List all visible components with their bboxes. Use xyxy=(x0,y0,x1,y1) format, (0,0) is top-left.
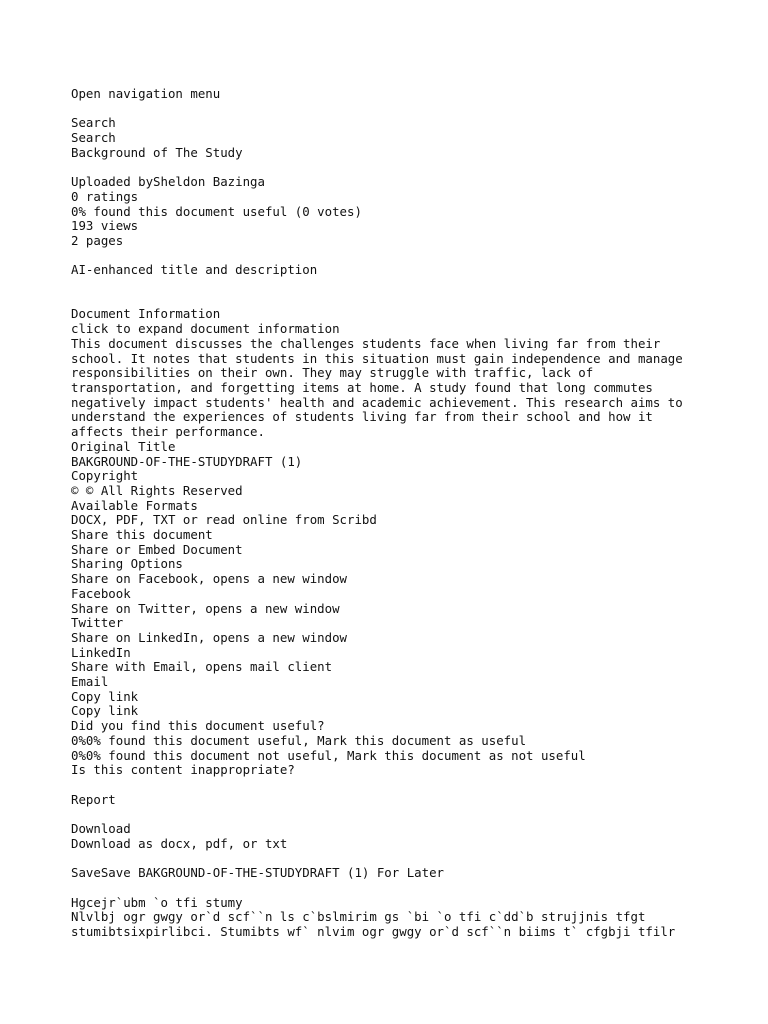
spacer xyxy=(71,102,761,117)
feedback-question: Did you find this document useful? xyxy=(71,718,325,734)
page-count: 2 pages xyxy=(71,233,124,248)
search-button[interactable]: Search xyxy=(71,115,116,131)
document-title: Background of The Study xyxy=(71,144,243,160)
spacer xyxy=(71,807,761,822)
expand-document-info-button[interactable]: click to expand document information xyxy=(71,321,340,337)
spacer xyxy=(71,881,761,896)
document-page xyxy=(71,87,761,940)
original-title-value: BAKGROUND-OF-THE-STUDYDRAFT (1) xyxy=(71,453,303,469)
save-for-later-button[interactable]: SaveSave BAKGROUND-OF-THE-STUDYDRAFT (1) For Later xyxy=(71,865,444,881)
search-input[interactable]: Search xyxy=(71,130,116,146)
spacer xyxy=(71,249,761,264)
share-embed-button[interactable]: Share or Embed Document xyxy=(71,541,243,557)
open-navigation-menu-button[interactable]: Open navigation menu xyxy=(71,86,221,101)
mark-not-useful-button[interactable]: 0%0% found this document not useful, Mark this document as not useful xyxy=(71,747,586,763)
share-email-link[interactable]: Share with Email, opens mail client xyxy=(71,659,333,675)
description-line: negatively impact students' health and academic achievement. This research aims to xyxy=(71,394,683,410)
copy-link-label[interactable]: Copy link xyxy=(71,703,139,719)
mark-useful-button[interactable]: 0%0% found this document useful, Mark this document as useful xyxy=(71,732,527,748)
download-formats-label: Download as docx, pdf, or txt xyxy=(71,835,288,851)
share-facebook-link[interactable]: Share on Facebook, opens a new window xyxy=(71,571,348,587)
copyright-label: Copyright xyxy=(71,468,139,484)
description-line: affects their performance. xyxy=(71,424,265,440)
sharing-options-heading: Sharing Options xyxy=(71,556,183,572)
available-formats-label: Available Formats xyxy=(71,497,198,513)
spacer xyxy=(71,161,761,176)
document-body-line: Hgcejr`ubm `o tfi stumy xyxy=(71,894,243,910)
useful-percentage: 0% found this document useful (0 votes) xyxy=(71,203,362,219)
linkedin-label[interactable]: LinkedIn xyxy=(71,644,131,660)
inappropriate-question: Is this content inappropriate? xyxy=(71,762,295,778)
description-line: transportation, and forgetting items at home. A study found that long commutes xyxy=(71,380,653,395)
share-linkedin-link[interactable]: Share on LinkedIn, opens a new window xyxy=(71,629,348,645)
ai-enhanced-label: AI-enhanced title and description xyxy=(71,262,318,278)
document-information-heading: Document Information xyxy=(71,306,221,322)
spacer xyxy=(71,278,761,307)
original-title-label: Original Title xyxy=(71,438,176,454)
views-count: 193 views xyxy=(71,218,139,234)
facebook-label[interactable]: Facebook xyxy=(71,585,131,601)
available-formats-value: DOCX, PDF, TXT or read online from Scribd xyxy=(71,512,377,528)
ratings-count: 0 ratings xyxy=(71,188,139,204)
document-body-line: Nlvlbj ogr gwgy or`d scf``n ls c`bslmirim gs `bi `o tfi c`dd`b strujjnis tfgt xyxy=(71,909,646,925)
description-line: This document discusses the challenges students face when living far from their xyxy=(71,335,661,351)
spacer xyxy=(71,851,761,866)
description-line: understand the experiences of students living far from their school and how it xyxy=(71,409,653,425)
copy-link-button[interactable]: Copy link xyxy=(71,688,139,704)
document-body-line: stumibtsixpirlibci. Stumibts wf` nlvim ogr gwgy or`d scf``n biims t` cfgbji tfilr xyxy=(71,923,676,939)
description-line: responsibilities on their own. They may struggle with traffic, lack of xyxy=(71,365,594,381)
email-label[interactable]: Email xyxy=(71,674,109,690)
share-document-button[interactable]: Share this document xyxy=(71,527,213,543)
spacer xyxy=(71,778,761,793)
twitter-label[interactable]: Twitter xyxy=(71,615,124,631)
uploader-link[interactable]: Uploaded bySheldon Bazinga xyxy=(71,174,265,190)
description-line: school. It notes that students in this situation must gain independence and manage xyxy=(71,350,683,366)
copyright-value: © © All Rights Reserved xyxy=(71,482,243,498)
share-twitter-link[interactable]: Share on Twitter, opens a new window xyxy=(71,600,340,616)
download-button[interactable]: Download xyxy=(71,821,131,837)
report-button[interactable]: Report xyxy=(71,791,116,807)
